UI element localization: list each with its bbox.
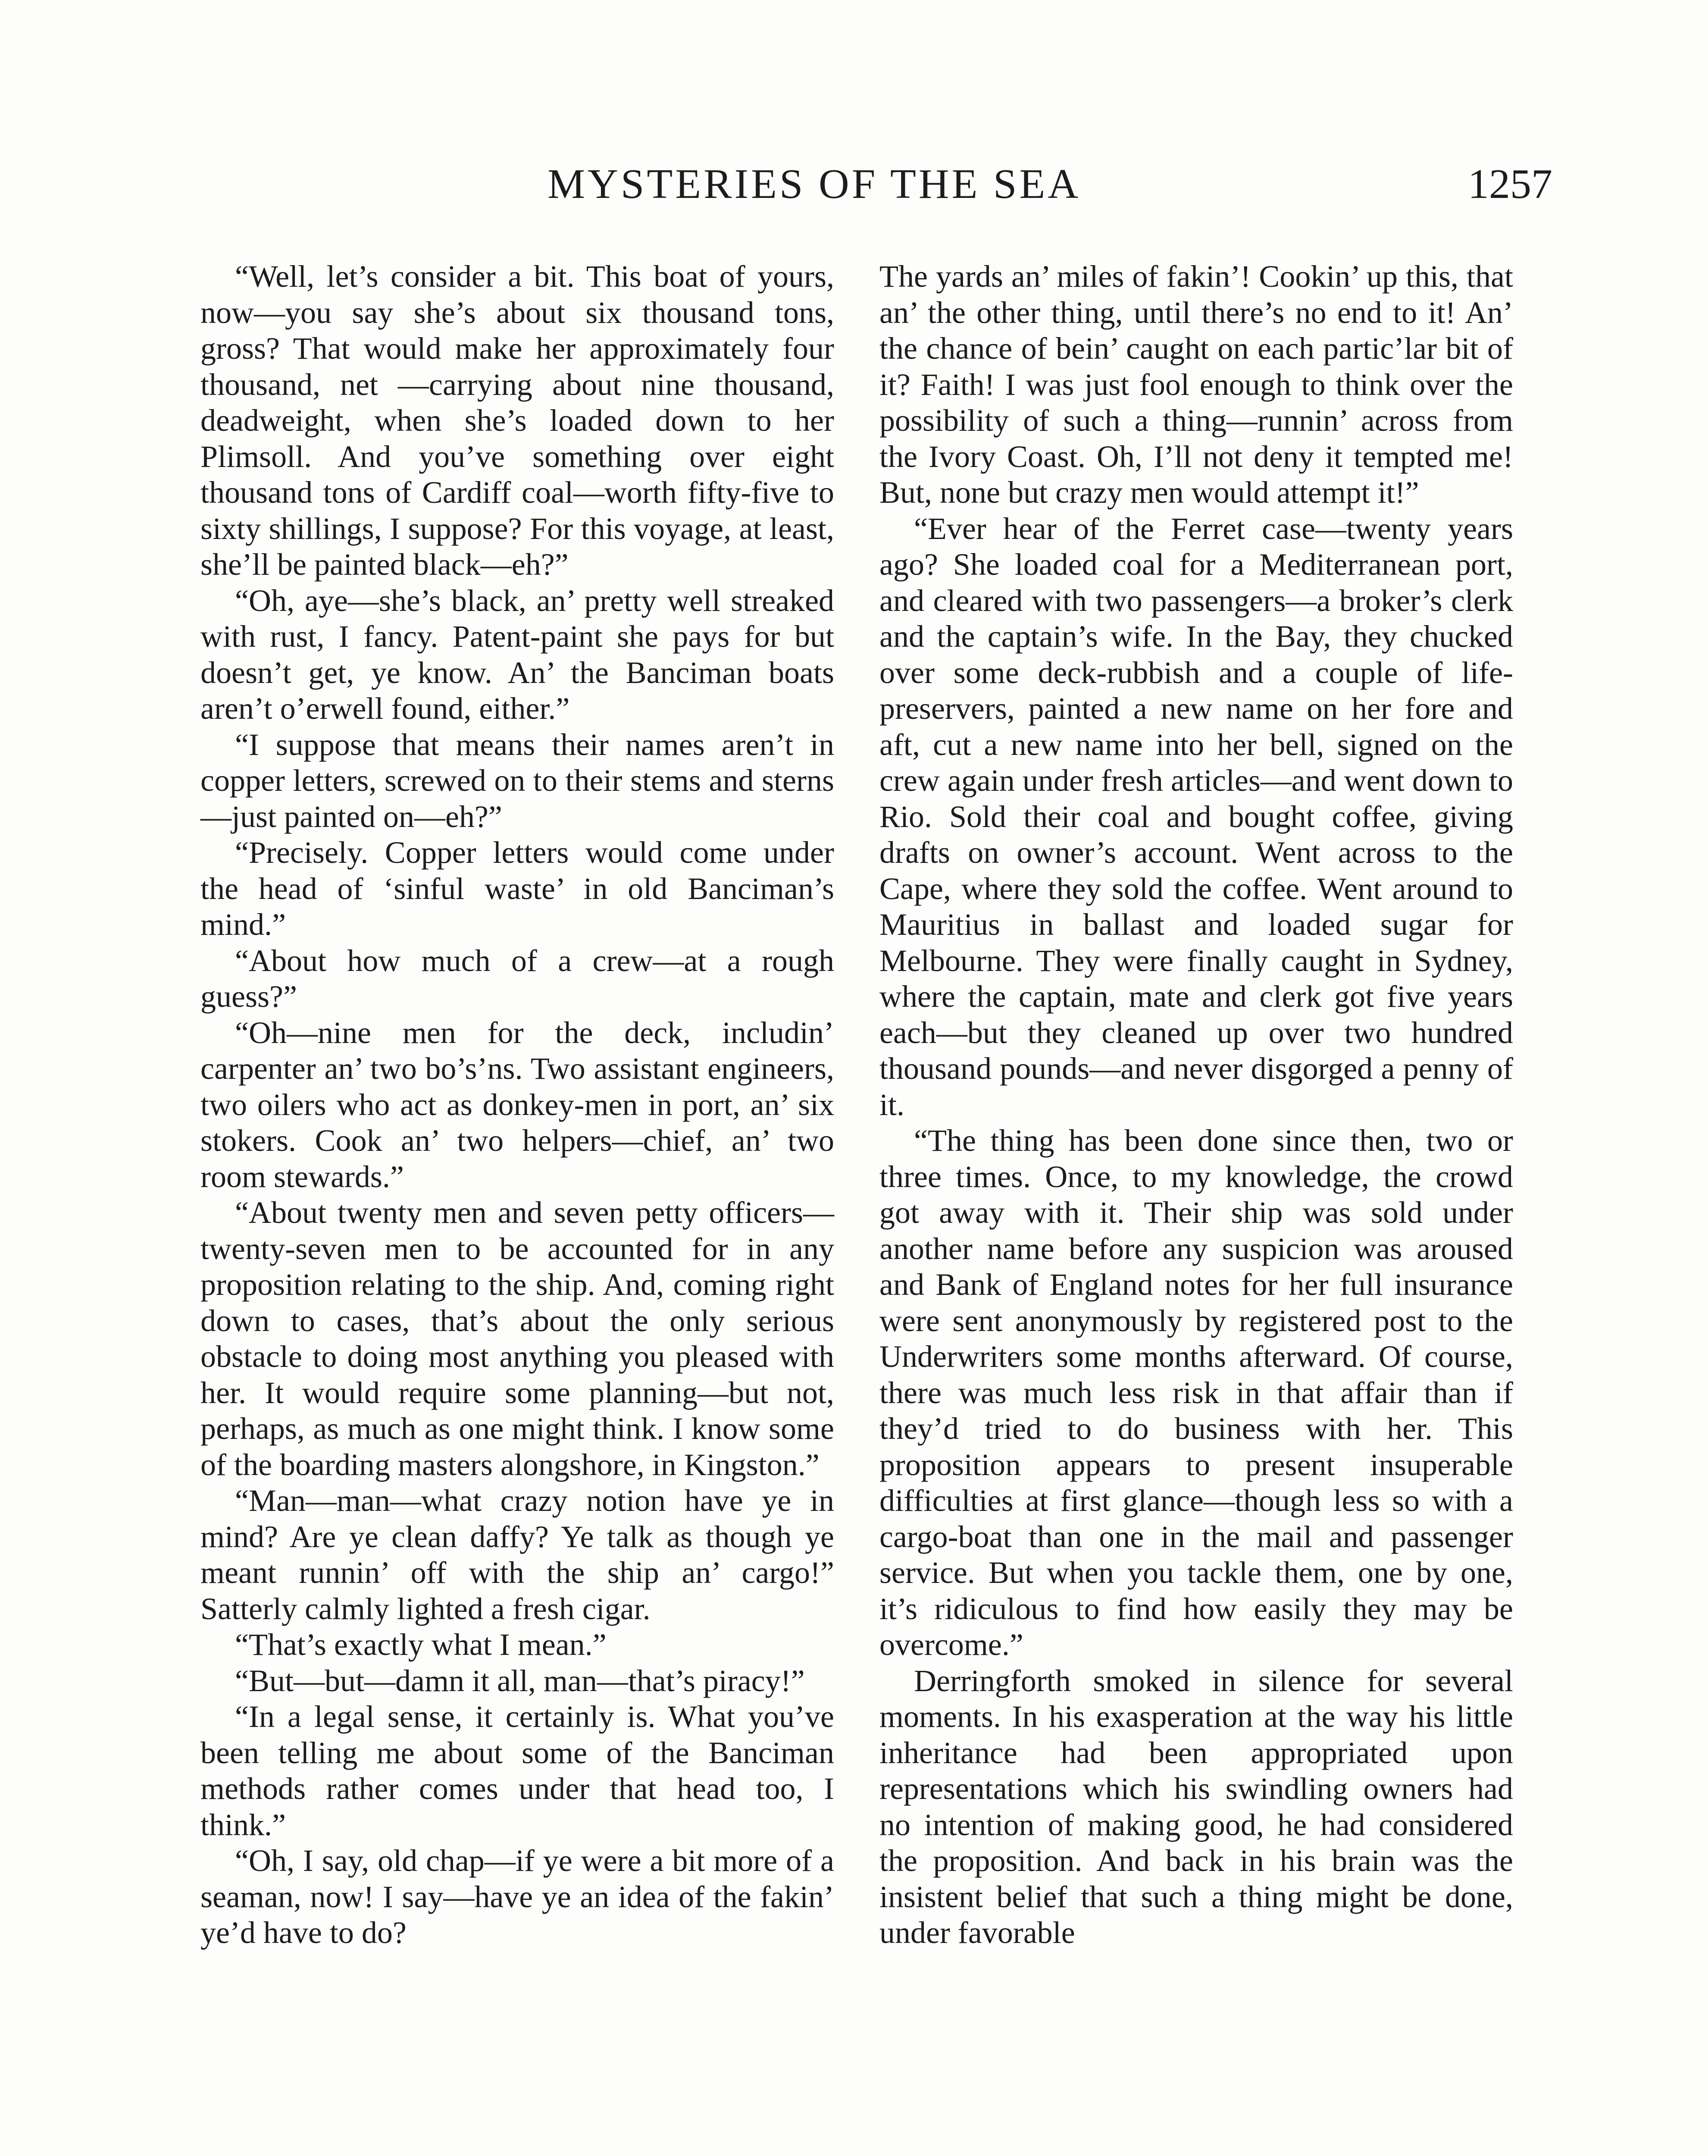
paragraph: “Man—man—what crazy notion have ye in mind? Are ye clean daffy? Ye talk as though ye meant runnin’ off with the ship an’ cargo!” Satterly calmly lighted a fresh cigar.: [200, 1483, 834, 1626]
running-title: MYSTERIES OF THE SEA: [547, 161, 1081, 207]
paragraph: “The thing has been done since then, two or three times. Once, to my knowledge, the crowd got away with it. Their ship was sold under another name before any suspicion was aroused and Bank of England notes for her full insurance were sent anonymously by registered post to the Underwriters some months afterward. Of course, there was much less risk in that affair than if they’d tried to do business with her. This proposition appears to present insuperable difficulties at first glance—though less so with a cargo-boat than one in the mail and passenger service. But when you tackle them, one by one, it’s ridiculous to find how easily they may be overcome.”: [879, 1123, 1513, 1662]
paragraph: “Oh—nine men for the deck, includin’ carpenter an’ two bo’s’ns. Two assistant engineers, two oilers who act as donkey-men in port, an’ six stokers. Cook an’ two helpers—chief, an’ two room stewards.”: [200, 1015, 834, 1194]
page-number: 1257: [1468, 161, 1552, 207]
paragraph: The yards an’ miles of fakin’! Cookin’ up this, that an’ the other thing, until there’s no end to it! An’ the chance of bein’ caught on each partic’lar bit of it? Faith! I was just fool enough to think over the possibility of such a thing—runnin’ across from the Ivory Coast. Oh, I’ll not deny it tempted me! But, none but crazy men would attempt it!”: [879, 259, 1513, 510]
paragraph: “About how much of a crew—at a rough guess?”: [200, 943, 834, 1014]
paragraph: “Oh, aye—she’s black, an’ pretty well streaked with rust, I fancy. Patent-paint she pays for but doesn’t get, ye know. An’ the Banciman boats aren’t o’erwell found, either.”: [200, 583, 834, 726]
paragraph: “About twenty men and seven petty officers—twenty-seven men to be accounted for in any proposition relating to the ship. And, coming right down to cases, that’s about the only serious obstacle to doing most anything you pleased with her. It would require some planning—but not, perhaps, as much as one might think. I know some of the boarding masters alongshore, in Kingston.”: [200, 1195, 834, 1482]
paragraph: “In a legal sense, it certainly is. What you’ve been telling me about some of the Banciman methods rather comes under that head too, I think.”: [200, 1699, 834, 1842]
paragraph: “Precisely. Copper letters would come under the head of ‘sinful waste’ in old Banciman’s mind.”: [200, 835, 834, 942]
paragraph: “That’s exactly what I mean.”: [235, 1627, 607, 1662]
left-text-column: [200, 259, 834, 1951]
paragraph: “I suppose that means their names aren’t in copper letters, screwed on to their stems and sterns—just painted on—eh?”: [200, 727, 834, 834]
paragraph: “Well, let’s consider a bit. This boat of yours, now—you say she’s about six thousand tons, gross? That would make her approximately four thousand, net —carrying about nine thousand, deadweight, when she’s loaded down to her Plimsoll. And you’ve something over eight thousand tons of Cardiff coal—worth fifty-five to sixty shillings, I suppose? For this voyage, at least, she’ll be painted black—eh?”: [200, 259, 834, 582]
paragraph: “But—but—damn it all, man—that’s piracy!”: [235, 1663, 805, 1698]
paragraph: “Ever hear of the Ferret case—twenty years ago? She loaded coal for a Mediterranean port, and cleared with two passengers—a broker’s clerk and the captain’s wife. In the Bay, they chucked over some deck-rubbish and a couple of life-preservers, painted a new name on her fore and aft, cut a new name into her bell, signed on the crew again under fresh articles—and went down to Rio. Sold their coal and bought coffee, giving drafts on owner’s account. Went across to the Cape, where they sold the coffee. Went around to Mauritius in ballast and loaded sugar for Melbourne. They were finally caught in Sydney, where the captain, mate and clerk got five years each—but they cleaned up over two hundred thousand pounds—and never disgorged a penny of it.: [879, 511, 1513, 1122]
paragraph: Derringforth smoked in silence for several moments. In his exasperation at the way his little inheritance had been appropriated upon representations which his swindling owners had no intention of making good, he had considered the proposition. And back in his brain was the insistent belief that such a thing might be done, under favorable: [879, 1663, 1513, 1950]
right-text-column: [879, 259, 1513, 1951]
paragraph: “Oh, I say, old chap—if ye were a bit more of a seaman, now! I say—have ye an idea of the fakin’ ye’d have to do?: [200, 1843, 834, 1950]
